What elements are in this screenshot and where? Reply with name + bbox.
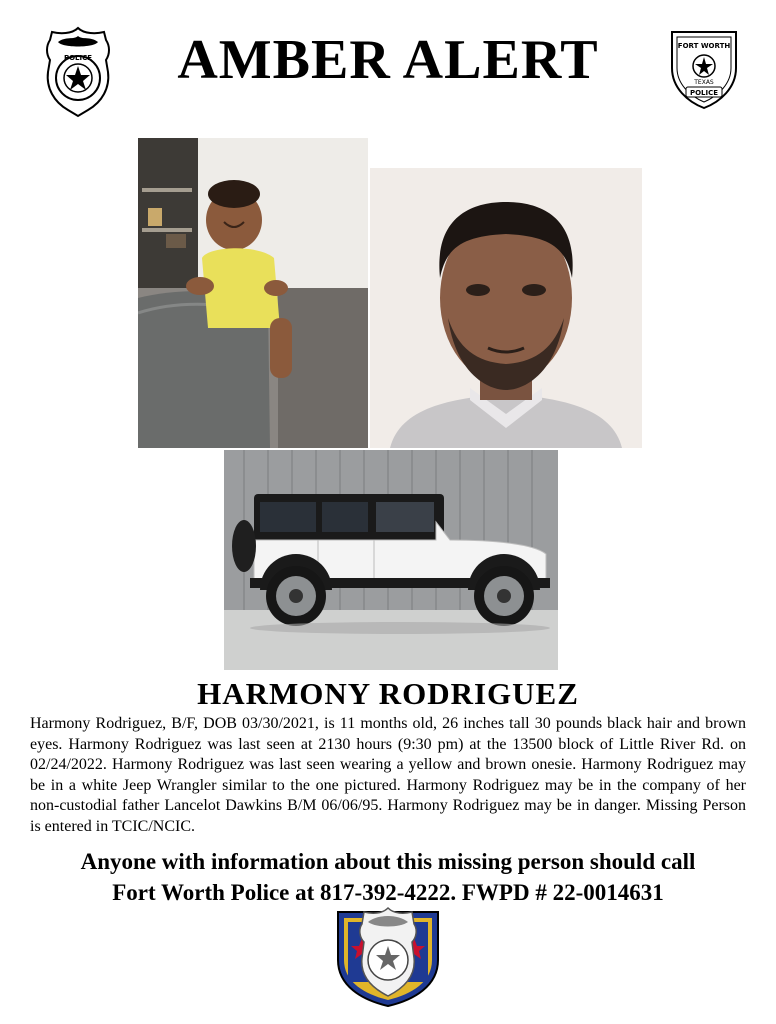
contact-instructions [0,846,776,908]
contact-line-2: Fort Worth Police at 817-392-4222. FWPD # 22-0014631 [112,880,664,905]
police-badge-logo-right [668,26,740,110]
svg-text:TEXAS: TEXAS [694,79,714,86]
child-photo [138,138,368,448]
suspect-photo [370,168,642,448]
missing-person-name: HARMONY RODRIGUEZ [197,676,579,711]
svg-text:FORT WORTH: FORT WORTH [677,42,731,50]
missing-person-description: Harmony Rodriguez, B/F, DOB 03/30/2021, is 11 months old, 26 inches tall 30 pounds black hair and brown eyes. Harmony Rodriguez was last seen at 2130 hours (9:30 pm) at the 13500 block of Little River Rd. on 02/24/2022. Harmony Rodriguez was last seen wearing a yellow and brown onesie. Harmony Rodriguez may be in a white Jeep Wrangler similar to the one pictured. Harmony Rodriguez may be in the company of her non-custodial father Lancelot Dawkins B/M 06/06/95. Harmony Rodriguez may be in danger. Missing Person is entered in TCIC/NCIC. [30,715,746,835]
svg-text:POLICE: POLICE [689,89,719,97]
alert-title: AMBER ALERT [177,29,599,91]
contact-line-1: Anyone with information about this missing person should call [80,849,696,874]
vehicle-photo [224,450,558,670]
fort-worth-police-badge [334,904,442,1008]
svg-text:POLICE: POLICE [63,54,93,62]
